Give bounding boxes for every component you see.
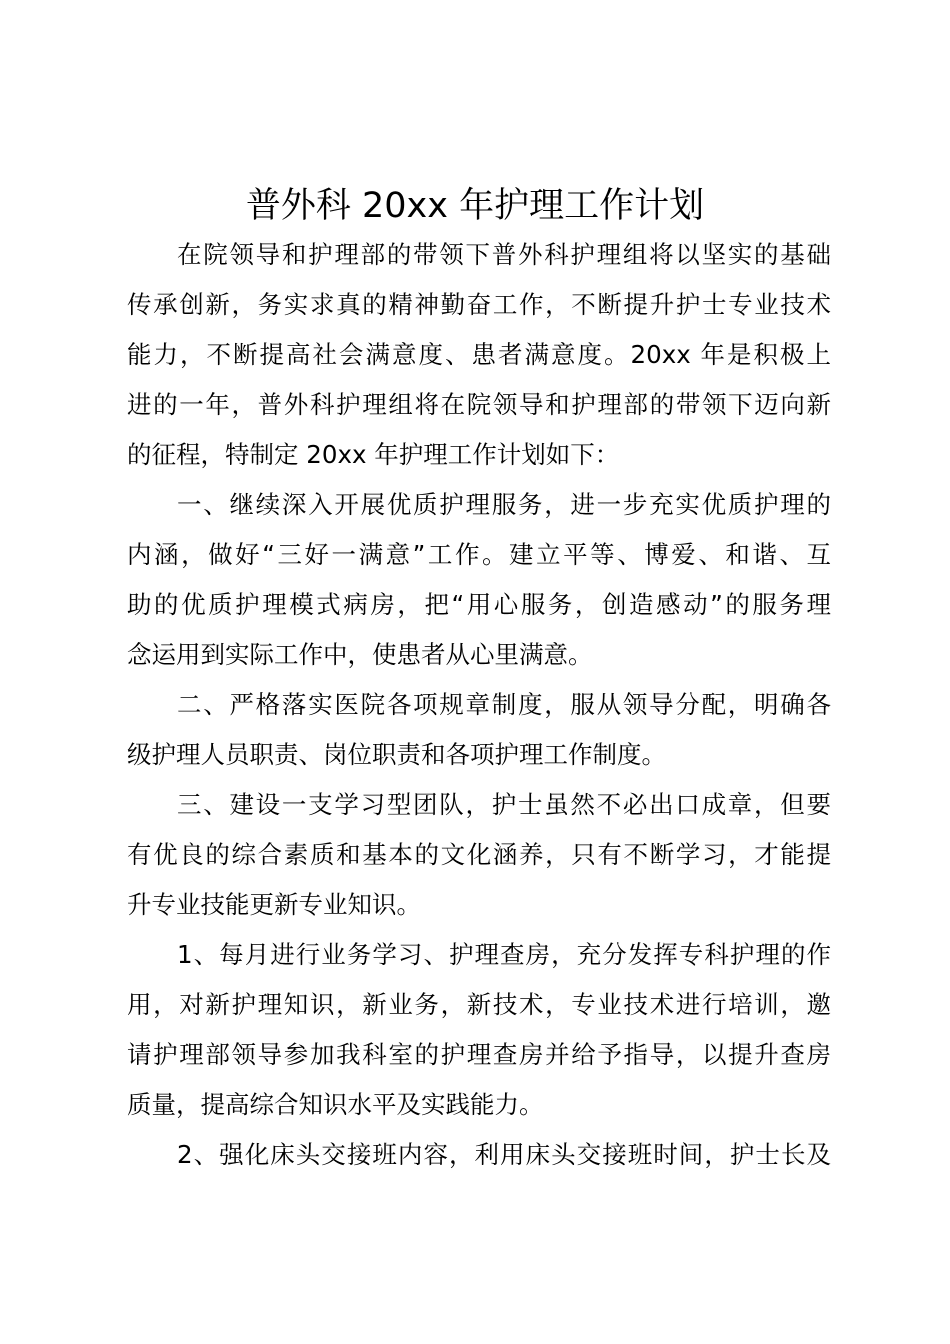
text-line: 助的优质护理模式病房，把“用心服务，创造感动”的服务理	[127, 590, 831, 619]
paragraph-item-2	[127, 1130, 831, 1180]
text-line: 质量，提高综合知识水平及实践能力。	[127, 1090, 544, 1119]
text-line: 能力，不断提高社会满意度、患者满意度。20xx 年是积极上	[127, 340, 831, 369]
text-line: 升专业技能更新专业知识。	[127, 890, 421, 919]
text-line: 用，对新护理知识，新业务，新技术，专业技术进行培训，邀	[127, 990, 831, 1019]
paragraph-section-3	[127, 780, 831, 930]
text-line: 三、建设一支学习型团队，护士虽然不必出口成章，但要	[177, 790, 831, 819]
text-line: 二、严格落实医院各项规章制度，服从领导分配，明确各	[177, 690, 831, 719]
paragraph-intro	[127, 230, 831, 480]
text-line: 2、强化床头交接班内容，利用床头交接班时间，护士长及	[177, 1140, 831, 1169]
text-line: 传承创新，务实求真的精神勤奋工作，不断提升护士专业技术	[127, 290, 831, 319]
text-line: 级护理人员职责、岗位职责和各项护理工作制度。	[127, 740, 666, 769]
document-title: 普外科 20xx 年护理工作计划	[245, 186, 705, 226]
text-line: 的征程，特制定 20xx 年护理工作计划如下：	[127, 440, 620, 469]
paragraph-item-1	[127, 930, 831, 1130]
text-line: 1、每月进行业务学习、护理查房，充分发挥专科护理的作	[177, 940, 831, 969]
paragraph-section-1	[127, 480, 831, 680]
text-line: 一、继续深入开展优质护理服务，进一步充实优质护理的	[177, 490, 831, 519]
paragraph-section-2	[127, 680, 831, 780]
text-line: 进的一年，普外科护理组将在院领导和护理部的带领下迈向新	[127, 390, 831, 419]
document-body	[127, 230, 831, 1180]
text-line: 内涵，做好“三好一满意”工作。建立平等、博爱、和谐、互	[127, 540, 831, 569]
text-line: 有优良的综合素质和基本的文化涵养，只有不断学习，才能提	[127, 840, 831, 869]
text-line: 请护理部领导参加我科室的护理查房并给予指导，以提升查房	[127, 1040, 831, 1069]
text-line: 念运用到实际工作中，使患者从心里满意。	[127, 640, 593, 669]
text-line: 在院领导和护理部的带领下普外科护理组将以坚实的基础	[177, 240, 831, 269]
